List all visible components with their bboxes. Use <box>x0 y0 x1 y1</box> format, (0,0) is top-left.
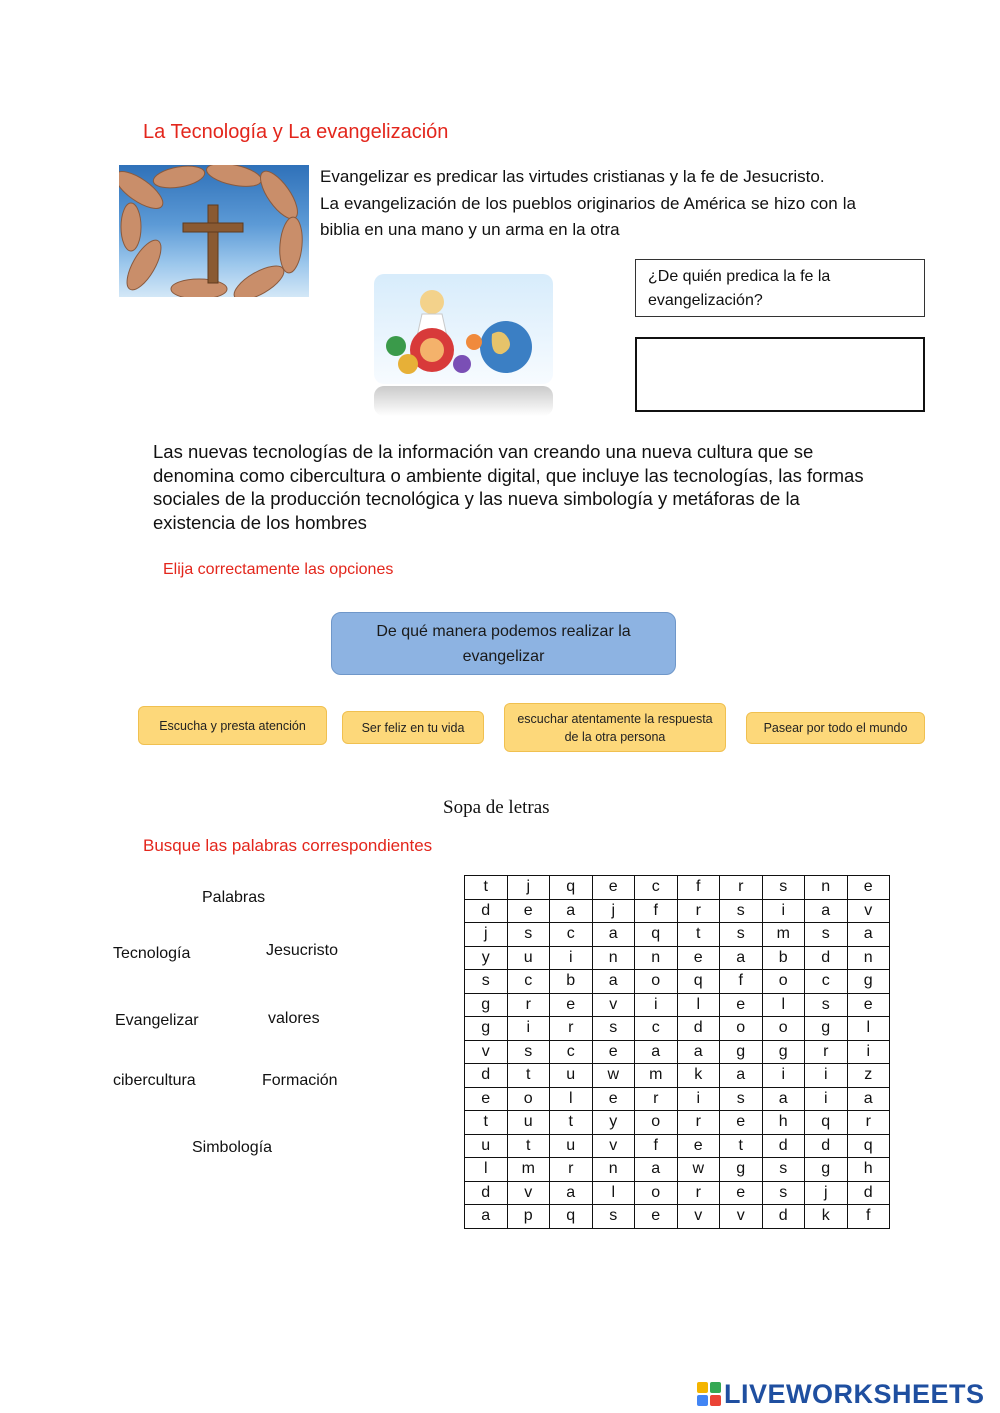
grid-cell[interactable]: g <box>465 1017 508 1041</box>
grid-cell[interactable]: b <box>762 946 805 970</box>
grid-cell[interactable]: g <box>847 970 890 994</box>
grid-cell[interactable]: y <box>465 946 508 970</box>
grid-cell[interactable]: d <box>465 1064 508 1088</box>
grid-cell[interactable]: t <box>507 1134 550 1158</box>
grid-row <box>465 876 890 900</box>
grid-cell[interactable]: j <box>592 899 635 923</box>
grid-cell[interactable]: o <box>635 970 678 994</box>
liveworksheets-logo <box>697 1377 985 1411</box>
grid-cell[interactable]: e <box>592 1087 635 1111</box>
words-header: Palabras <box>202 889 266 906</box>
liveworksheets-logo-text: LIVEWORKSHEETS <box>724 1378 985 1409</box>
hands-cross-illustration <box>119 165 309 297</box>
grid-cell[interactable]: o <box>762 970 805 994</box>
grid-cell[interactable]: a <box>550 1181 593 1205</box>
grid-cell[interactable]: g <box>762 1040 805 1064</box>
grid-row <box>465 899 890 923</box>
grid-cell[interactable]: h <box>847 1158 890 1182</box>
grid-cell[interactable]: k <box>677 1064 720 1088</box>
word-item: Evangelizar <box>115 1012 199 1029</box>
word-search-grid <box>464 875 890 1229</box>
grid-row <box>465 1087 890 1111</box>
grid-cell[interactable]: p <box>507 1205 550 1229</box>
cibercultura-paragraph: Las nuevas tecnologías de la información van creando una nueva cultura que se denomina como cibercultura o ambiente digital, que incluye las tecnologías, las formas sociales de la producción tecnológica y las nueva simbología y metáforas de la existencia de los hombres <box>153 441 864 533</box>
grid-cell[interactable]: n <box>847 946 890 970</box>
grid-cell[interactable]: a <box>720 946 763 970</box>
grid-cell[interactable]: d <box>805 1134 848 1158</box>
page-title: La Tecnología y La evangelización <box>143 121 449 143</box>
grid-cell[interactable]: l <box>847 1017 890 1041</box>
grid-cell[interactable]: o <box>720 1017 763 1041</box>
grid-cell[interactable]: w <box>592 1064 635 1088</box>
grid-cell[interactable]: d <box>762 1205 805 1229</box>
grid-cell[interactable]: v <box>592 993 635 1017</box>
grid-cell[interactable]: a <box>592 970 635 994</box>
intro-line-2: La evangelización de los pueblos originarios de América se hizo con la biblia en una mano y un arma en la otra <box>320 193 856 239</box>
word-item: Jesucristo <box>266 942 339 959</box>
grid-cell[interactable]: i <box>550 946 593 970</box>
grid-cell[interactable]: g <box>720 1158 763 1182</box>
word-search-title: Sopa de letras <box>443 797 550 818</box>
grid-row <box>465 1017 890 1041</box>
grid-row <box>465 1064 890 1088</box>
grid-cell[interactable]: f <box>677 876 720 900</box>
grid-cell[interactable]: v <box>677 1205 720 1229</box>
grid-cell[interactable]: t <box>465 876 508 900</box>
grid-cell[interactable]: j <box>465 923 508 947</box>
grid-cell[interactable]: q <box>635 923 678 947</box>
grid-cell[interactable]: q <box>805 1111 848 1135</box>
grid-cell[interactable]: v <box>465 1040 508 1064</box>
grid-cell[interactable]: y <box>592 1111 635 1135</box>
grid-cell[interactable]: d <box>465 899 508 923</box>
grid-row <box>465 1158 890 1182</box>
grid-cell[interactable]: i <box>762 1064 805 1088</box>
grid-cell[interactable]: s <box>762 1181 805 1205</box>
choice-question: De qué manera podemos realizar la evangelizar <box>331 612 676 675</box>
grid-cell[interactable]: i <box>507 1017 550 1041</box>
grid-row <box>465 946 890 970</box>
grid-cell[interactable]: s <box>720 1087 763 1111</box>
hands-cross-photo <box>119 165 309 297</box>
intro-line-1: Evangelizar es predicar las virtudes cristianas y la fe de Jesucristo. <box>320 167 825 186</box>
grid-cell[interactable]: f <box>847 1205 890 1229</box>
intro-text <box>320 164 856 244</box>
grid-cell[interactable]: n <box>805 876 848 900</box>
grid-cell[interactable]: s <box>805 923 848 947</box>
grid-cell[interactable]: v <box>592 1134 635 1158</box>
option-ser-feliz[interactable]: Ser feliz en tu vida <box>342 711 484 744</box>
grid-cell[interactable]: a <box>677 1040 720 1064</box>
grid-cell[interactable]: d <box>762 1134 805 1158</box>
grid-row <box>465 993 890 1017</box>
word-item: Simbología <box>192 1139 273 1156</box>
grid-cell[interactable]: u <box>550 1064 593 1088</box>
grid-cell[interactable]: n <box>592 1158 635 1182</box>
grid-cell[interactable]: e <box>550 993 593 1017</box>
grid-cell[interactable]: i <box>847 1040 890 1064</box>
grid-cell[interactable]: h <box>762 1111 805 1135</box>
grid-cell[interactable]: e <box>720 1111 763 1135</box>
grid-cell[interactable]: r <box>677 1111 720 1135</box>
grid-cell[interactable]: i <box>635 993 678 1017</box>
grid-cell[interactable]: a <box>592 923 635 947</box>
grid-cell[interactable]: a <box>847 1087 890 1111</box>
grid-cell[interactable]: o <box>635 1181 678 1205</box>
grid-cell[interactable]: g <box>465 993 508 1017</box>
evangelization-illustration <box>374 272 554 416</box>
grid-cell[interactable]: a <box>635 1040 678 1064</box>
grid-cell[interactable]: v <box>720 1205 763 1229</box>
grid-cell[interactable]: u <box>465 1134 508 1158</box>
grid-cell[interactable]: l <box>762 993 805 1017</box>
grid-cell[interactable]: o <box>507 1087 550 1111</box>
grid-cell[interactable]: m <box>762 923 805 947</box>
grid-cell[interactable]: z <box>847 1064 890 1088</box>
grid-cell[interactable]: e <box>507 899 550 923</box>
grid-cell[interactable]: u <box>507 946 550 970</box>
grid-row <box>465 1205 890 1229</box>
grid-cell[interactable]: l <box>550 1087 593 1111</box>
grid-cell[interactable]: n <box>635 946 678 970</box>
grid-cell[interactable]: l <box>592 1181 635 1205</box>
grid-cell[interactable]: e <box>847 876 890 900</box>
grid-cell[interactable]: d <box>805 946 848 970</box>
answer-input-box[interactable] <box>635 337 925 412</box>
grid-cell[interactable]: r <box>507 993 550 1017</box>
grid-cell[interactable]: l <box>465 1158 508 1182</box>
grid-cell[interactable]: t <box>465 1111 508 1135</box>
grid-cell[interactable]: f <box>635 1134 678 1158</box>
grid-cell[interactable]: e <box>720 1181 763 1205</box>
grid-cell[interactable]: f <box>720 970 763 994</box>
grid-cell[interactable]: s <box>465 970 508 994</box>
grid-cell[interactable]: r <box>677 1181 720 1205</box>
grid-cell[interactable]: s <box>805 993 848 1017</box>
grid-cell[interactable]: t <box>720 1134 763 1158</box>
grid-cell[interactable]: a <box>550 899 593 923</box>
grid-cell[interactable]: d <box>847 1181 890 1205</box>
grid-cell[interactable]: e <box>465 1087 508 1111</box>
grid-cell[interactable]: b <box>550 970 593 994</box>
word-item: Formación <box>262 1072 338 1089</box>
grid-cell[interactable]: r <box>805 1040 848 1064</box>
grid-cell[interactable]: n <box>592 946 635 970</box>
grid-cell[interactable]: a <box>465 1205 508 1229</box>
grid-cell[interactable]: g <box>805 1158 848 1182</box>
grid-cell[interactable]: w <box>677 1158 720 1182</box>
option-escucha[interactable]: Escucha y presta atención <box>138 706 327 745</box>
grid-cell[interactable]: d <box>677 1017 720 1041</box>
grid-cell[interactable]: a <box>805 899 848 923</box>
grid-cell[interactable]: c <box>805 970 848 994</box>
grid-cell[interactable]: r <box>550 1017 593 1041</box>
grid-cell[interactable]: r <box>847 1111 890 1135</box>
question-box: ¿De quién predica la fe la evangelización? <box>635 259 925 317</box>
word-item: Tecnología <box>113 945 191 962</box>
grid-row <box>465 1134 890 1158</box>
grid-cell[interactable]: j <box>507 876 550 900</box>
grid-cell[interactable]: o <box>762 1017 805 1041</box>
grid-cell[interactable]: c <box>507 970 550 994</box>
grid-cell[interactable]: e <box>677 1134 720 1158</box>
grid-row <box>465 1111 890 1135</box>
grid-cell[interactable]: r <box>550 1158 593 1182</box>
grid-cell[interactable]: t <box>677 923 720 947</box>
grid-cell[interactable]: i <box>805 1087 848 1111</box>
grid-cell[interactable]: a <box>762 1087 805 1111</box>
grid-cell[interactable]: g <box>720 1040 763 1064</box>
grid-cell[interactable]: c <box>550 923 593 947</box>
grid-cell[interactable]: e <box>592 1040 635 1064</box>
choice-instruction: Elija correctamente las opciones <box>163 561 394 578</box>
grid-cell[interactable]: q <box>677 970 720 994</box>
grid-cell[interactable]: m <box>635 1064 678 1088</box>
grid-cell[interactable]: a <box>720 1064 763 1088</box>
grid-cell[interactable]: s <box>507 1040 550 1064</box>
grid-row <box>465 1040 890 1064</box>
grid-cell[interactable]: t <box>550 1111 593 1135</box>
grid-cell[interactable]: e <box>635 1205 678 1229</box>
grid-cell[interactable]: i <box>677 1087 720 1111</box>
grid-cell[interactable]: d <box>465 1181 508 1205</box>
grid-cell[interactable]: q <box>847 1134 890 1158</box>
grid-cell[interactable]: u <box>550 1134 593 1158</box>
liveworksheets-logo-icon <box>697 1382 721 1406</box>
grid-cell[interactable]: l <box>677 993 720 1017</box>
grid-cell[interactable]: o <box>635 1111 678 1135</box>
grid-cell[interactable]: s <box>720 899 763 923</box>
grid-cell[interactable]: u <box>507 1111 550 1135</box>
grid-cell[interactable]: q <box>550 876 593 900</box>
word-search-instruction: Busque las palabras correspondientes <box>143 836 433 855</box>
grid-cell[interactable]: r <box>635 1087 678 1111</box>
grid-cell[interactable]: s <box>592 1205 635 1229</box>
grid-cell[interactable]: i <box>805 1064 848 1088</box>
grid-cell[interactable]: t <box>507 1064 550 1088</box>
grid-cell[interactable]: v <box>847 899 890 923</box>
option-pasear[interactable]: Pasear por todo el mundo <box>746 712 925 744</box>
grid-row <box>465 970 890 994</box>
grid-cell[interactable]: s <box>762 1158 805 1182</box>
grid-cell[interactable]: j <box>805 1181 848 1205</box>
grid-cell[interactable]: i <box>762 899 805 923</box>
grid-cell[interactable]: a <box>635 1158 678 1182</box>
grid-cell[interactable]: k <box>805 1205 848 1229</box>
grid-cell[interactable]: q <box>550 1205 593 1229</box>
grid-cell[interactable]: m <box>507 1158 550 1182</box>
grid-cell[interactable]: v <box>507 1181 550 1205</box>
option-escuchar-atentamente[interactable]: escuchar atentamente la respuesta de la otra persona <box>504 703 726 752</box>
grid-cell[interactable]: a <box>847 923 890 947</box>
grid-cell[interactable]: s <box>507 923 550 947</box>
grid-cell[interactable]: c <box>635 876 678 900</box>
grid-cell[interactable]: e <box>677 946 720 970</box>
word-item: cibercultura <box>113 1072 196 1089</box>
grid-cell[interactable]: s <box>762 876 805 900</box>
grid-cell[interactable]: e <box>847 993 890 1017</box>
grid-row <box>465 1181 890 1205</box>
word-item: valores <box>268 1010 320 1027</box>
grid-cell[interactable]: e <box>592 876 635 900</box>
grid-cell[interactable]: r <box>720 876 763 900</box>
grid-cell[interactable]: s <box>592 1017 635 1041</box>
grid-cell[interactable]: f <box>635 899 678 923</box>
grid-cell[interactable]: c <box>635 1017 678 1041</box>
grid-cell[interactable]: e <box>720 993 763 1017</box>
grid-cell[interactable]: r <box>677 899 720 923</box>
grid-cell[interactable]: g <box>805 1017 848 1041</box>
grid-row <box>465 923 890 947</box>
grid-cell[interactable]: c <box>550 1040 593 1064</box>
grid-cell[interactable]: s <box>720 923 763 947</box>
